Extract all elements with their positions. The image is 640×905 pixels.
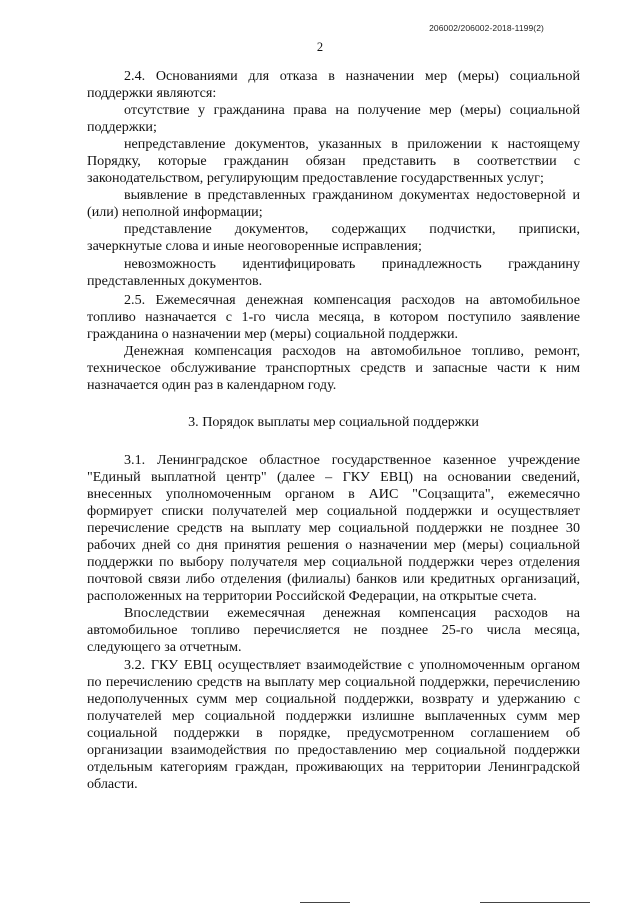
page-number: 2 — [316, 40, 324, 54]
bottom-rule-left — [300, 902, 350, 903]
list-item-no-right: отсутствие у гражданина права на получение мер (меры) социальной поддержки; — [87, 102, 580, 136]
document-id: 206002/206002-2018-1199(2) — [429, 23, 544, 33]
bottom-rule-right — [480, 902, 590, 903]
paragraph-subsequent-payments: Впоследствии ежемесячная денежная компенсация расходов на автомобильное топливо перечисляется не позднее 25-го числа месяца, следующего за отчетным. — [87, 605, 580, 656]
document-body — [87, 68, 580, 793]
list-item-identification: невозможность идентифицировать принадлежность гражданину представленных документов. — [87, 255, 580, 289]
paragraph-fuel-repair-compensation: Денежная компенсация расходов на автомобильное топливо, ремонт, техническое обслуживание транспортных средств и запасные части к ним назначается один раз в календарном году. — [87, 342, 580, 393]
list-item-no-documents: непредставление документов, указанных в приложении к настоящему Порядку, которые гражданин обязан представить в соответствии с законодательством, регулирующим предоставление государственных услуг; — [87, 136, 580, 187]
clause-2-5: 2.5. Ежемесячная денежная компенсация расходов на автомобильное топливо назначается с 1-го числа месяца, в котором поступило заявление гражданина о назначении мер (меры) социальной поддержки. — [87, 291, 580, 342]
list-item-false-info: выявление в представленных гражданином документах недостоверной и (или) неполной информации; — [87, 187, 580, 221]
list-item-corrections: представление документов, содержащих подчистки, приписки, зачеркнутые слова и иные неоговоренные исправления; — [87, 221, 580, 255]
clause-3-2: 3.2. ГКУ ЕВЦ осуществляет взаимодействие с уполномоченным органом по перечислению средств на выплату мер социальной поддержки, перечислению недополученных сумм мер социальной поддержки, возврату и удержанию с получателей мер социальной поддержки излишне выплаченных сумм мер социальной поддержки в порядке, предусмотренном соглашением об организации взаимодействия по предоставлению мер социальной поддержки отдельным категориям граждан, проживающих на территории Ленинградской области. — [87, 656, 580, 792]
section-heading-3: 3. Порядок выплаты мер социальной поддержки — [188, 413, 479, 430]
clause-3-1: 3.1. Ленинградское областное государственное казенное учреждение "Единый выплатной центр" (далее – ГКУ ЕВЦ) на основании сведений, внесенных уполномоченным органом в АИС "Соцзащита", ежемесячно формирует списки получателей мер социальной поддержки и осуществляет перечисление средств на выплату мер социальной поддержки не позднее 30 рабочих дней со дня принятия решения о назначении мер (меры) социальной поддержки по выбору получателя мер социальной поддержки через отделения почтовой связи либо отделения (филиалы) банков или кредитных организаций, расположенных на территории Российской Федерации, на открытые счета. — [87, 451, 580, 605]
clause-2-4: 2.4. Основаниями для отказа в назначении мер (меры) социальной поддержки являются: — [87, 68, 580, 102]
